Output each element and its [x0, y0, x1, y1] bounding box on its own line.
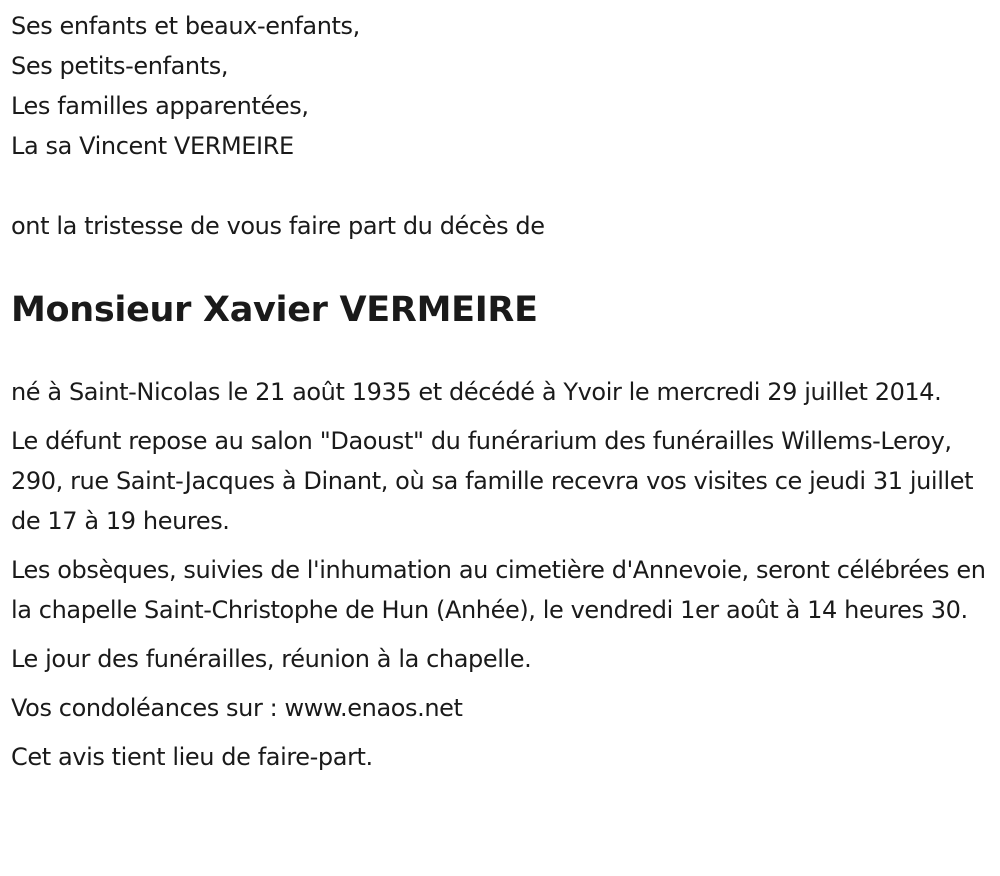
- deceased-name: Monsieur Xavier VERMEIRE: [11, 290, 538, 330]
- funeral-paragraph: Les obsèques, suivies de l'inhumation au cimetière d'Annevoie, seront célébrées en la chapelle Saint-Christophe de Hun (Anhée), le vendredi 1er août à 14 heures 30.: [11, 556, 986, 624]
- gathering-paragraph: Le jour des funérailles, réunion à la chapelle.: [11, 645, 532, 673]
- visitation-paragraph: Le défunt repose au salon "Daoust" du funérarium des funérailles Willems-Leroy, 290, rue Saint-Jacques à Dinant, où sa famille recevra vos visites ce jeudi 31 juillet de 17 à 19 heures.: [11, 427, 974, 535]
- family-line-children: Ses enfants et beaux-enfants,: [11, 12, 360, 40]
- family-list: [11, 6, 986, 166]
- birth-death-paragraph: né à Saint-Nicolas le 21 août 1935 et décédé à Yvoir le mercredi 29 juillet 2014.: [11, 378, 942, 406]
- notice-statement-paragraph: Cet avis tient lieu de faire-part.: [11, 743, 373, 771]
- announcement-intro: ont la tristesse de vous faire part du décès de: [11, 212, 545, 240]
- obituary-notice: [11, 6, 986, 777]
- family-line-company: La sa Vincent VERMEIRE: [11, 132, 294, 160]
- family-line-relatives: Les familles apparentées,: [11, 92, 309, 120]
- family-line-grandchildren: Ses petits-enfants,: [11, 52, 229, 80]
- condolences-paragraph: Vos condoléances sur : www.enaos.net: [11, 694, 463, 722]
